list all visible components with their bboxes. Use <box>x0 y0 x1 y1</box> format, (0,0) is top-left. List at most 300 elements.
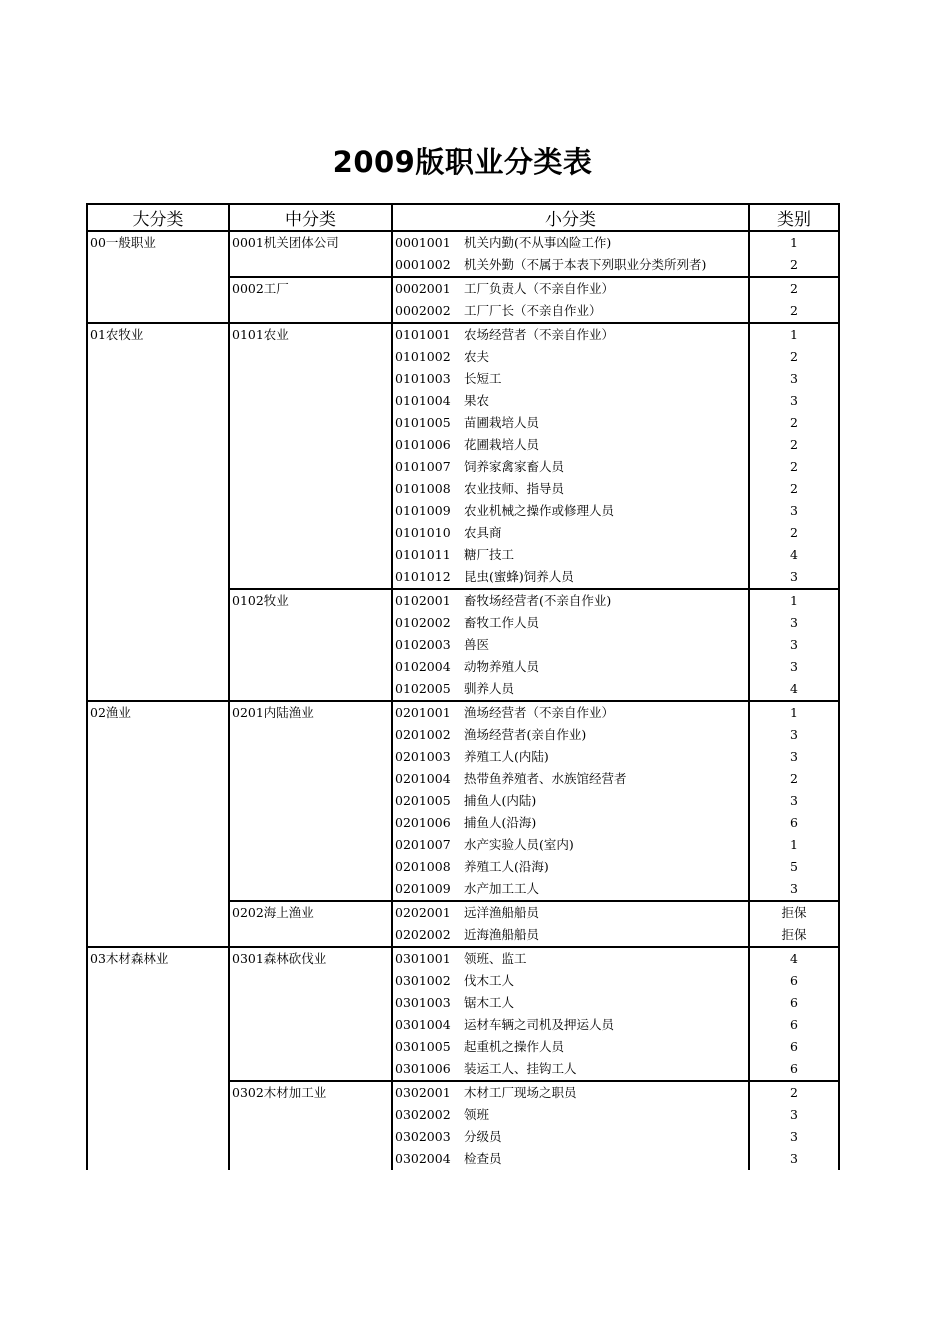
occupation-name: 农业技师、指导员 <box>464 481 565 496</box>
risk-class-cell: 拒保 <box>749 924 839 947</box>
major-category-cell <box>87 566 229 589</box>
occupation-name: 兽医 <box>464 637 490 652</box>
middle-category-cell <box>229 300 392 323</box>
occupation-name: 热带鱼养殖者、水族馆经营者 <box>464 771 627 786</box>
major-category-cell <box>87 834 229 856</box>
middle-category-cell <box>229 1126 392 1148</box>
middle-category-cell <box>229 746 392 768</box>
occupation-code: 0002002 <box>395 303 451 318</box>
table-row <box>87 589 839 612</box>
table-row <box>87 901 839 924</box>
occupation-name: 苗圃栽培人员 <box>464 415 540 430</box>
minor-category-cell <box>392 1058 749 1081</box>
risk-class-cell: 6 <box>749 812 839 834</box>
major-category-cell <box>87 456 229 478</box>
minor-category-cell <box>392 992 749 1014</box>
occupation-name: 锯木工人 <box>464 995 515 1010</box>
table-row <box>87 434 839 456</box>
major-category-cell <box>87 522 229 544</box>
major-category-cell <box>87 346 229 368</box>
occupation-code: 0301004 <box>395 1017 451 1032</box>
occupation-name: 木材工厂现场之职员 <box>464 1085 577 1100</box>
middle-category-cell <box>229 456 392 478</box>
middle-category-cell <box>229 924 392 947</box>
occupation-code: 0101010 <box>395 525 451 540</box>
major-category-cell: 00一般职业 <box>87 231 229 254</box>
minor-category-cell <box>392 878 749 901</box>
table-row <box>87 368 839 390</box>
occupation-code: 0101004 <box>395 393 451 408</box>
table-row <box>87 878 839 901</box>
occupation-code: 0101002 <box>395 349 451 364</box>
major-category-cell <box>87 589 229 612</box>
table-row <box>87 634 839 656</box>
occupation-code: 0202002 <box>395 927 451 942</box>
table-row <box>87 1148 839 1170</box>
risk-class-cell: 3 <box>749 500 839 522</box>
major-category-cell <box>87 634 229 656</box>
middle-category-cell: 0202海上渔业 <box>229 901 392 924</box>
occupation-name: 养殖工人(内陆) <box>464 749 549 764</box>
risk-class-cell: 3 <box>749 724 839 746</box>
minor-category-cell <box>392 790 749 812</box>
occupation-name: 饲养家禽家畜人员 <box>464 459 565 474</box>
middle-category-cell: 0101农业 <box>229 323 392 346</box>
occupation-code: 0202001 <box>395 905 451 920</box>
middle-category-cell <box>229 856 392 878</box>
major-category-cell <box>87 434 229 456</box>
risk-class-cell: 2 <box>749 277 839 300</box>
middle-category-cell <box>229 478 392 500</box>
middle-category-cell <box>229 346 392 368</box>
minor-category-cell <box>392 901 749 924</box>
minor-category-cell <box>392 746 749 768</box>
major-category-cell: 01农牧业 <box>87 323 229 346</box>
occupation-code: 0201008 <box>395 859 451 874</box>
major-category-cell <box>87 412 229 434</box>
middle-category-cell <box>229 1058 392 1081</box>
table-row <box>87 1104 839 1126</box>
major-category-cell <box>87 1014 229 1036</box>
table-row <box>87 277 839 300</box>
occupation-code: 0201004 <box>395 771 451 786</box>
major-category-cell <box>87 612 229 634</box>
middle-category-cell: 0301森林砍伐业 <box>229 947 392 970</box>
occupation-name: 长短工 <box>464 371 502 386</box>
occupation-code: 0002001 <box>395 281 451 296</box>
risk-class-cell: 4 <box>749 678 839 701</box>
middle-category-cell <box>229 768 392 790</box>
occupation-code: 0001002 <box>395 257 451 272</box>
table-row <box>87 656 839 678</box>
table-row <box>87 834 839 856</box>
occupation-name: 养殖工人(沿海) <box>464 859 549 874</box>
risk-class-cell: 3 <box>749 612 839 634</box>
occupation-code: 0001001 <box>395 235 451 250</box>
risk-class-cell: 3 <box>749 746 839 768</box>
risk-class-cell: 1 <box>749 701 839 724</box>
risk-class-cell: 6 <box>749 970 839 992</box>
occupation-code: 0102003 <box>395 637 451 652</box>
occupation-code: 0201007 <box>395 837 451 852</box>
table-row <box>87 924 839 947</box>
occupation-code: 0301005 <box>395 1039 451 1054</box>
risk-class-cell: 6 <box>749 1058 839 1081</box>
middle-category-cell <box>229 970 392 992</box>
occupation-code: 0201009 <box>395 881 451 896</box>
middle-category-cell <box>229 254 392 277</box>
major-category-cell <box>87 812 229 834</box>
minor-category-cell <box>392 434 749 456</box>
middle-category-cell <box>229 390 392 412</box>
middle-category-cell <box>229 878 392 901</box>
table-row <box>87 412 839 434</box>
occupation-code: 0102002 <box>395 615 451 630</box>
major-category-cell <box>87 300 229 323</box>
risk-class-cell: 1 <box>749 323 839 346</box>
middle-category-cell <box>229 656 392 678</box>
occupation-code: 0302001 <box>395 1085 451 1100</box>
minor-category-cell <box>392 812 749 834</box>
major-category-cell <box>87 254 229 277</box>
middle-category-cell: 0201内陆渔业 <box>229 701 392 724</box>
table-row <box>87 724 839 746</box>
minor-category-cell <box>392 612 749 634</box>
table-row <box>87 346 839 368</box>
occupation-name: 检查员 <box>464 1151 502 1166</box>
occupation-code: 0101012 <box>395 569 451 584</box>
occupation-name: 工厂厂长（不亲自作业） <box>464 303 602 318</box>
occupation-code: 0201002 <box>395 727 451 742</box>
occupation-code: 0102001 <box>395 593 451 608</box>
middle-category-cell <box>229 612 392 634</box>
table-row <box>87 970 839 992</box>
occupation-name: 捕鱼人(沿海) <box>464 815 537 830</box>
table-row <box>87 768 839 790</box>
occupation-code: 0301001 <box>395 951 451 966</box>
risk-class-cell: 6 <box>749 1036 839 1058</box>
occupation-code: 0101009 <box>395 503 451 518</box>
occupation-code: 0101001 <box>395 327 451 342</box>
major-category-cell <box>87 970 229 992</box>
table-row <box>87 1014 839 1036</box>
risk-class-cell: 3 <box>749 634 839 656</box>
table-row <box>87 566 839 589</box>
table-row <box>87 612 839 634</box>
header-major: 大分类 <box>87 204 229 231</box>
occupation-name: 起重机之操作人员 <box>464 1039 565 1054</box>
major-category-cell <box>87 901 229 924</box>
minor-category-cell <box>392 1081 749 1104</box>
minor-category-cell <box>392 1036 749 1058</box>
risk-class-cell: 3 <box>749 1104 839 1126</box>
minor-category-cell <box>392 456 749 478</box>
risk-class-cell: 2 <box>749 522 839 544</box>
occupation-code: 0101011 <box>395 547 451 562</box>
middle-category-cell <box>229 812 392 834</box>
occupation-code: 0102005 <box>395 681 451 696</box>
major-category-cell <box>87 878 229 901</box>
minor-category-cell <box>392 544 749 566</box>
occupation-name: 农场经营者（不亲自作业） <box>464 327 615 342</box>
major-category-cell <box>87 790 229 812</box>
major-category-cell: 02渔业 <box>87 701 229 724</box>
risk-class-cell: 3 <box>749 790 839 812</box>
middle-category-cell <box>229 566 392 589</box>
occupation-code: 0301003 <box>395 995 451 1010</box>
middle-category-cell <box>229 522 392 544</box>
middle-category-cell <box>229 678 392 701</box>
occupation-name: 装运工人、挂钩工人 <box>464 1061 577 1076</box>
occupation-name: 机关外勤（不属于本表下列职业分类所列者) <box>464 257 707 272</box>
occupation-code: 0101007 <box>395 459 451 474</box>
minor-category-cell <box>392 970 749 992</box>
table-row <box>87 790 839 812</box>
table-row <box>87 1058 839 1081</box>
middle-category-cell <box>229 434 392 456</box>
occupation-name: 糖厂技工 <box>464 547 515 562</box>
header-middle: 中分类 <box>229 204 392 231</box>
occupation-code: 0101008 <box>395 481 451 496</box>
middle-category-cell <box>229 634 392 656</box>
minor-category-cell <box>392 500 749 522</box>
middle-category-cell <box>229 1148 392 1170</box>
major-category-cell <box>87 390 229 412</box>
table-row <box>87 323 839 346</box>
risk-class-cell: 1 <box>749 231 839 254</box>
minor-category-cell <box>392 724 749 746</box>
risk-class-cell: 4 <box>749 947 839 970</box>
page-title: 2009版职业分类表 <box>332 145 593 179</box>
occupation-name: 农业机械之操作或修理人员 <box>464 503 615 518</box>
minor-category-cell <box>392 522 749 544</box>
risk-class-cell: 2 <box>749 478 839 500</box>
middle-category-cell <box>229 992 392 1014</box>
table-row <box>87 1036 839 1058</box>
occupation-code: 0302004 <box>395 1151 451 1166</box>
risk-class-cell: 2 <box>749 456 839 478</box>
occupation-name: 花圃栽培人员 <box>464 437 540 452</box>
minor-category-cell <box>392 678 749 701</box>
risk-class-cell: 6 <box>749 1014 839 1036</box>
table-row <box>87 500 839 522</box>
risk-class-cell: 3 <box>749 1126 839 1148</box>
major-category-cell <box>87 500 229 522</box>
occupation-code: 0201001 <box>395 705 451 720</box>
middle-category-cell: 0002工厂 <box>229 277 392 300</box>
major-category-cell <box>87 1126 229 1148</box>
minor-category-cell <box>392 1148 749 1170</box>
occupation-code: 0201005 <box>395 793 451 808</box>
minor-category-cell <box>392 834 749 856</box>
occupation-code: 0301002 <box>395 973 451 988</box>
minor-category-cell <box>392 856 749 878</box>
major-category-cell <box>87 1058 229 1081</box>
middle-category-cell <box>229 1036 392 1058</box>
table-row <box>87 456 839 478</box>
occupation-name: 驯养人员 <box>464 681 515 696</box>
risk-class-cell: 拒保 <box>749 901 839 924</box>
minor-category-cell <box>392 924 749 947</box>
risk-class-cell: 3 <box>749 1148 839 1170</box>
occupation-name: 水产实验人员(室内) <box>464 837 574 852</box>
table-row <box>87 947 839 970</box>
minor-category-cell <box>392 277 749 300</box>
occupation-name: 分级员 <box>464 1129 502 1144</box>
major-category-cell <box>87 1081 229 1104</box>
table-row <box>87 1126 839 1148</box>
risk-class-cell: 3 <box>749 656 839 678</box>
major-category-cell <box>87 1104 229 1126</box>
major-category-cell <box>87 856 229 878</box>
minor-category-cell <box>392 346 749 368</box>
minor-category-cell <box>392 768 749 790</box>
middle-category-cell <box>229 1014 392 1036</box>
minor-category-cell <box>392 1104 749 1126</box>
occupation-name: 渔场经营者（不亲自作业） <box>464 705 615 720</box>
minor-category-cell <box>392 231 749 254</box>
minor-category-cell <box>392 1014 749 1036</box>
table-row <box>87 300 839 323</box>
major-category-cell <box>87 368 229 390</box>
occupation-name: 远洋渔船船员 <box>464 905 540 920</box>
minor-category-cell <box>392 300 749 323</box>
minor-category-cell <box>392 412 749 434</box>
major-category-cell <box>87 544 229 566</box>
table-row <box>87 678 839 701</box>
major-category-cell <box>87 277 229 300</box>
occupation-code: 0301006 <box>395 1061 451 1076</box>
table-row <box>87 812 839 834</box>
table-row <box>87 1081 839 1104</box>
middle-category-cell <box>229 412 392 434</box>
occupation-name: 捕鱼人(内陆) <box>464 793 537 808</box>
major-category-cell <box>87 746 229 768</box>
occupation-code: 0302002 <box>395 1107 451 1122</box>
risk-class-cell: 4 <box>749 544 839 566</box>
middle-category-cell <box>229 368 392 390</box>
occupation-name: 水产加工工人 <box>464 881 540 896</box>
minor-category-cell <box>392 589 749 612</box>
occupation-code: 0302003 <box>395 1129 451 1144</box>
table-row <box>87 254 839 277</box>
occupation-name: 领班 <box>464 1107 490 1122</box>
risk-class-cell: 2 <box>749 768 839 790</box>
occupation-name: 动物养殖人员 <box>464 659 540 674</box>
occupation-name: 渔场经营者(亲自作业) <box>464 727 587 742</box>
middle-category-cell <box>229 1104 392 1126</box>
risk-class-cell: 1 <box>749 589 839 612</box>
table-row <box>87 746 839 768</box>
occupation-name: 近海渔船船员 <box>464 927 540 942</box>
risk-class-cell: 2 <box>749 1081 839 1104</box>
table-row <box>87 522 839 544</box>
occupation-name: 伐木工人 <box>464 973 515 988</box>
risk-class-cell: 2 <box>749 254 839 277</box>
risk-class-cell: 6 <box>749 992 839 1014</box>
minor-category-cell <box>392 947 749 970</box>
risk-class-cell: 3 <box>749 390 839 412</box>
risk-class-cell: 2 <box>749 300 839 323</box>
minor-category-cell <box>392 390 749 412</box>
risk-class-cell: 3 <box>749 566 839 589</box>
risk-class-cell: 5 <box>749 856 839 878</box>
table-row <box>87 856 839 878</box>
occupation-name: 昆虫(蜜蜂)饲养人员 <box>464 569 574 584</box>
minor-category-cell <box>392 254 749 277</box>
occupation-name: 果农 <box>464 393 490 408</box>
middle-category-cell: 0102牧业 <box>229 589 392 612</box>
occupation-code: 0101006 <box>395 437 451 452</box>
risk-class-cell: 2 <box>749 434 839 456</box>
major-category-cell <box>87 678 229 701</box>
risk-class-cell: 1 <box>749 834 839 856</box>
occupation-name: 畜牧场经营者(不亲自作业) <box>464 593 612 608</box>
major-category-cell <box>87 478 229 500</box>
occupation-name: 工厂负责人（不亲自作业） <box>464 281 615 296</box>
minor-category-cell <box>392 656 749 678</box>
table-body <box>87 231 839 1170</box>
major-category-cell <box>87 1036 229 1058</box>
minor-category-cell <box>392 634 749 656</box>
risk-class-cell: 3 <box>749 878 839 901</box>
occupation-name: 农具商 <box>464 525 502 540</box>
minor-category-cell <box>392 323 749 346</box>
minor-category-cell <box>392 1126 749 1148</box>
occupation-code: 0201003 <box>395 749 451 764</box>
occupation-table <box>86 203 840 1170</box>
table-row <box>87 992 839 1014</box>
occupation-code: 0101003 <box>395 371 451 386</box>
risk-class-cell: 2 <box>749 346 839 368</box>
occupation-code: 0101005 <box>395 415 451 430</box>
major-category-cell: 03木材森林业 <box>87 947 229 970</box>
table-row <box>87 390 839 412</box>
minor-category-cell <box>392 478 749 500</box>
major-category-cell <box>87 992 229 1014</box>
occupation-code: 0201006 <box>395 815 451 830</box>
occupation-name: 机关内勤(不从事凶险工作) <box>464 235 612 250</box>
header-category: 类别 <box>749 204 839 231</box>
middle-category-cell <box>229 790 392 812</box>
occupation-name: 畜牧工作人员 <box>464 615 540 630</box>
major-category-cell <box>87 724 229 746</box>
occupation-name: 农夫 <box>464 349 490 364</box>
risk-class-cell: 2 <box>749 412 839 434</box>
middle-category-cell <box>229 834 392 856</box>
table-row <box>87 478 839 500</box>
middle-category-cell <box>229 500 392 522</box>
middle-category-cell: 0302木材加工业 <box>229 1081 392 1104</box>
major-category-cell <box>87 656 229 678</box>
occupation-name: 领班、监工 <box>464 951 527 966</box>
middle-category-cell <box>229 544 392 566</box>
middle-category-cell <box>229 724 392 746</box>
table-row <box>87 701 839 724</box>
minor-category-cell <box>392 368 749 390</box>
header-minor: 小分类 <box>392 204 749 231</box>
risk-class-cell: 3 <box>749 368 839 390</box>
table-row <box>87 544 839 566</box>
major-category-cell <box>87 924 229 947</box>
major-category-cell <box>87 1148 229 1170</box>
table-header-row <box>87 204 839 231</box>
major-category-cell <box>87 768 229 790</box>
occupation-name: 运材车辆之司机及押运人员 <box>464 1017 615 1032</box>
minor-category-cell <box>392 566 749 589</box>
table-row <box>87 231 839 254</box>
minor-category-cell <box>392 701 749 724</box>
